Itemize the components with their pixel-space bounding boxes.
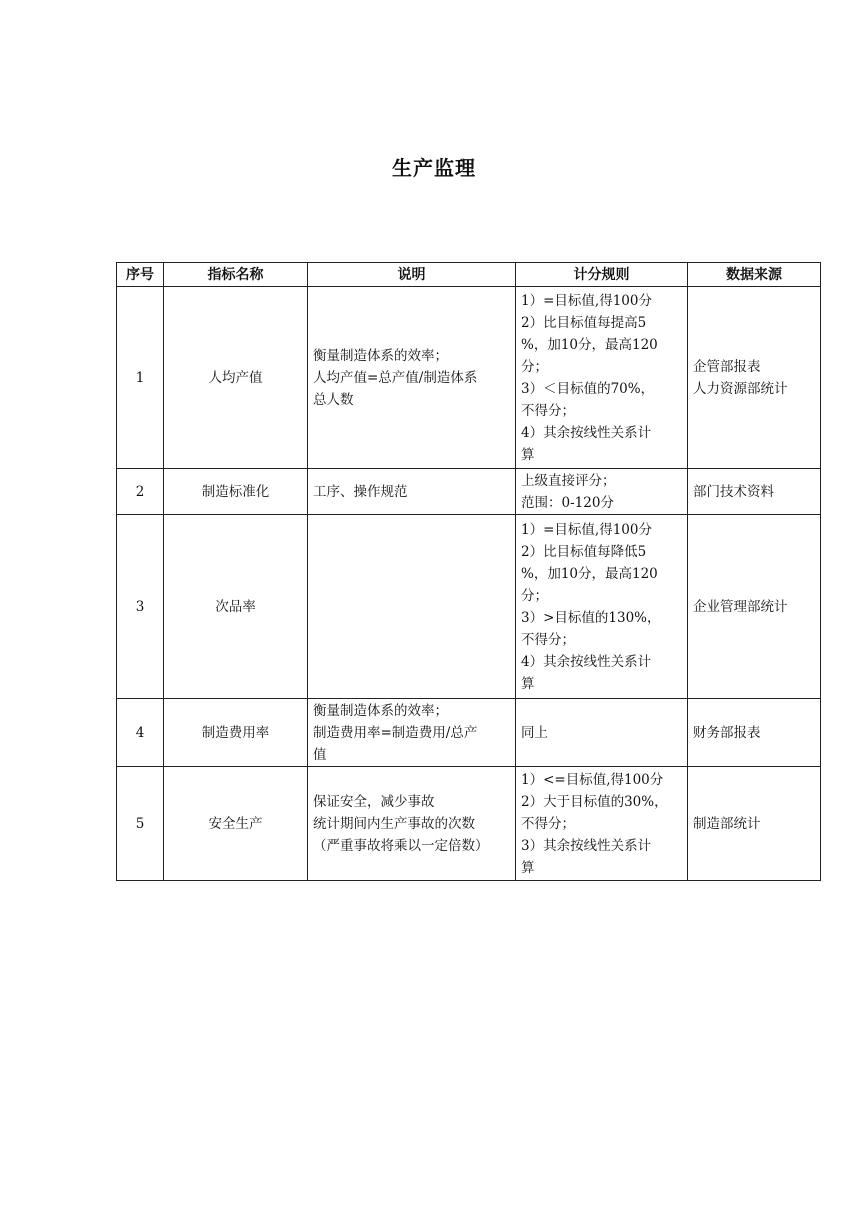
table-row [117, 469, 821, 515]
scoring-rule-line: 分； [521, 587, 548, 604]
cell-data-source [688, 699, 821, 767]
cell-index: 4 [117, 699, 164, 767]
cell-data-source [688, 469, 821, 515]
cell-scoring-rule [516, 699, 688, 767]
scoring-rule-line: 算 [521, 446, 535, 463]
data-source-line: 制造部统计 [693, 815, 761, 832]
cell-description [308, 515, 516, 699]
table-body [117, 287, 821, 881]
data-source-line: 财务部报表 [693, 724, 761, 741]
cell-indicator-name: 次品率 [164, 515, 308, 699]
cell-description [308, 287, 516, 469]
data-source-line: 企业管理部统计 [693, 598, 788, 615]
cell-indicator-name: 安全生产 [164, 767, 308, 881]
description-line: 衡量制造体系的效率； [313, 702, 448, 719]
cell-description [308, 699, 516, 767]
description-line: 值 [313, 746, 327, 763]
scoring-rule-line: 3）>目标值的130%， [521, 609, 661, 626]
cell-index: 1 [117, 287, 164, 469]
table-row [117, 767, 821, 881]
description-line: 工序、操作规范 [313, 483, 408, 500]
description-line: 保证安全，减少事故 [313, 793, 435, 810]
scoring-rule-line: %，加10分，最高120 [521, 565, 658, 582]
table-row [117, 515, 821, 699]
scoring-rule-line: 3）＜目标值的70%， [521, 380, 655, 397]
cell-indicator-name: 制造费用率 [164, 699, 308, 767]
description-line: （严重事故将乘以一定倍数） [313, 837, 489, 854]
page-title: 生产监理 [392, 156, 476, 180]
scoring-rule-line: 2）比目标值每降低5 [521, 543, 647, 560]
cell-indicator-name: 制造标准化 [164, 469, 308, 515]
cell-index: 2 [117, 469, 164, 515]
metrics-table [116, 262, 821, 881]
scoring-rule-line: 2）大于目标值的30%， [521, 793, 668, 810]
description-line: 衡量制造体系的效率； [313, 347, 448, 364]
table-row [117, 699, 821, 767]
cell-indicator-name: 人均产值 [164, 287, 308, 469]
header-scoring-rule: 计分规则 [516, 263, 688, 287]
cell-data-source [688, 515, 821, 699]
scoring-rule-line: %，加10分，最高120 [521, 336, 658, 353]
scoring-rule-line: 1）<=目标值,得100分 [521, 771, 664, 788]
scoring-rule-line: 4）其余按线性关系计 [521, 653, 652, 670]
cell-data-source [688, 767, 821, 881]
scoring-rule-line: 1）=目标值,得100分 [521, 292, 652, 309]
cell-index: 5 [117, 767, 164, 881]
cell-scoring-rule [516, 767, 688, 881]
cell-description [308, 469, 516, 515]
header-description: 说明 [308, 263, 516, 287]
table-header-row [117, 263, 821, 287]
scoring-rule-line: 不得分； [521, 631, 575, 648]
cell-scoring-rule [516, 287, 688, 469]
header-data-source: 数据来源 [688, 263, 821, 287]
description-line: 总人数 [313, 391, 354, 408]
header-index: 序号 [117, 263, 164, 287]
scoring-rule-line: 分； [521, 358, 548, 375]
data-source-line: 人力资源部统计 [693, 380, 788, 397]
scoring-rule-line: 3）其余按线性关系计 [521, 837, 652, 854]
scoring-rule-line: 算 [521, 859, 535, 876]
cell-data-source [688, 287, 821, 469]
cell-scoring-rule [516, 515, 688, 699]
scoring-rule-line: 范围：0-120分 [521, 494, 614, 511]
description-line: 人均产值=总产值/制造体系 [313, 369, 478, 386]
description-line: 统计期间内生产事故的次数 [313, 815, 475, 832]
scoring-rule-line: 算 [521, 675, 535, 692]
scoring-rule-line: 不得分； [521, 402, 575, 419]
data-source-line: 企管部报表 [693, 358, 761, 375]
description-line: 制造费用率=制造费用/总产 [313, 724, 478, 741]
header-indicator-name: 指标名称 [164, 263, 308, 287]
scoring-rule-line: 4）其余按线性关系计 [521, 424, 652, 441]
cell-scoring-rule [516, 469, 688, 515]
cell-description [308, 767, 516, 881]
data-source-line: 部门技术资料 [693, 483, 774, 500]
table-row [117, 287, 821, 469]
scoring-rule-line: 1）=目标值,得100分 [521, 521, 652, 538]
scoring-rule-line: 2）比目标值每提高5 [521, 314, 647, 331]
scoring-rule-line: 不得分； [521, 815, 575, 832]
scoring-rule-line: 上级直接评分； [521, 472, 616, 489]
scoring-rule-line: 同上 [521, 724, 548, 741]
cell-index: 3 [117, 515, 164, 699]
